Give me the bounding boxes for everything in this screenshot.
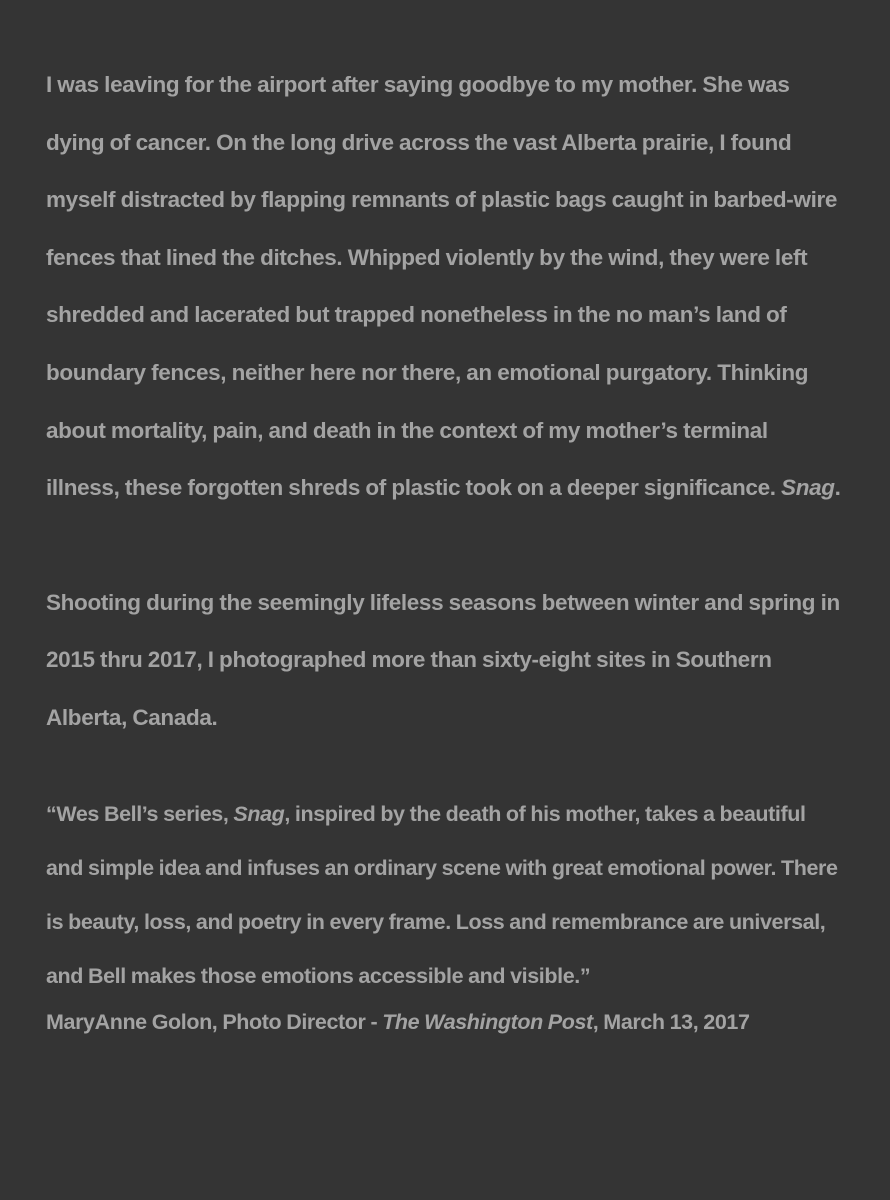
series-title: Snag (781, 475, 835, 501)
statement-paragraph-1 (46, 56, 846, 517)
attribution-publication: The Washington Post (382, 1009, 593, 1034)
statement-paragraph-2: Shooting during the seemingly lifeless seasons between winter and spring in 2015 thru 2017, I photographed more than sixty-eight sites in Southern Alberta, Canada. (46, 589, 840, 730)
attribution-date: , March 13, 2017 (592, 1009, 750, 1034)
quote-attribution (46, 1007, 846, 1037)
press-quote-series-title: Snag (233, 801, 285, 826)
press-quote (46, 787, 846, 1003)
press-quote-rest: , inspired by the death of his mother, takes a beautiful and simple idea and infuses an ordinary scene with great emotional power. There is beauty, loss, and poetry in every frame. Loss and remembrance are universal, and Bell makes those emotions accessible and visible.” (46, 801, 838, 988)
artist-statement (46, 56, 846, 747)
attribution-name-role: MaryAnne Golon, Photo Director - (46, 1009, 383, 1034)
statement-paragraph-1-text: I was leaving for the airport after saying goodbye to my mother. She was dying of cancer. On the long drive across the vast Alberta prairie, I found myself distracted by flapping remnants of plastic bags caught in barbed-wire fences that lined the ditches. Whipped violently by the wind, they were left shredded and lacerated but trapped nonetheless in the no man’s land of boundary fences, neither here nor there, an emotional purgatory. Thinking about mortality, pain, and death in the context of my mother’s terminal illness, these forgotten shreds of plastic took on a deeper significance. (46, 72, 838, 501)
statement-paragraph-1-end: . (834, 475, 841, 501)
press-quote-open: “Wes Bell’s series, (46, 801, 234, 826)
